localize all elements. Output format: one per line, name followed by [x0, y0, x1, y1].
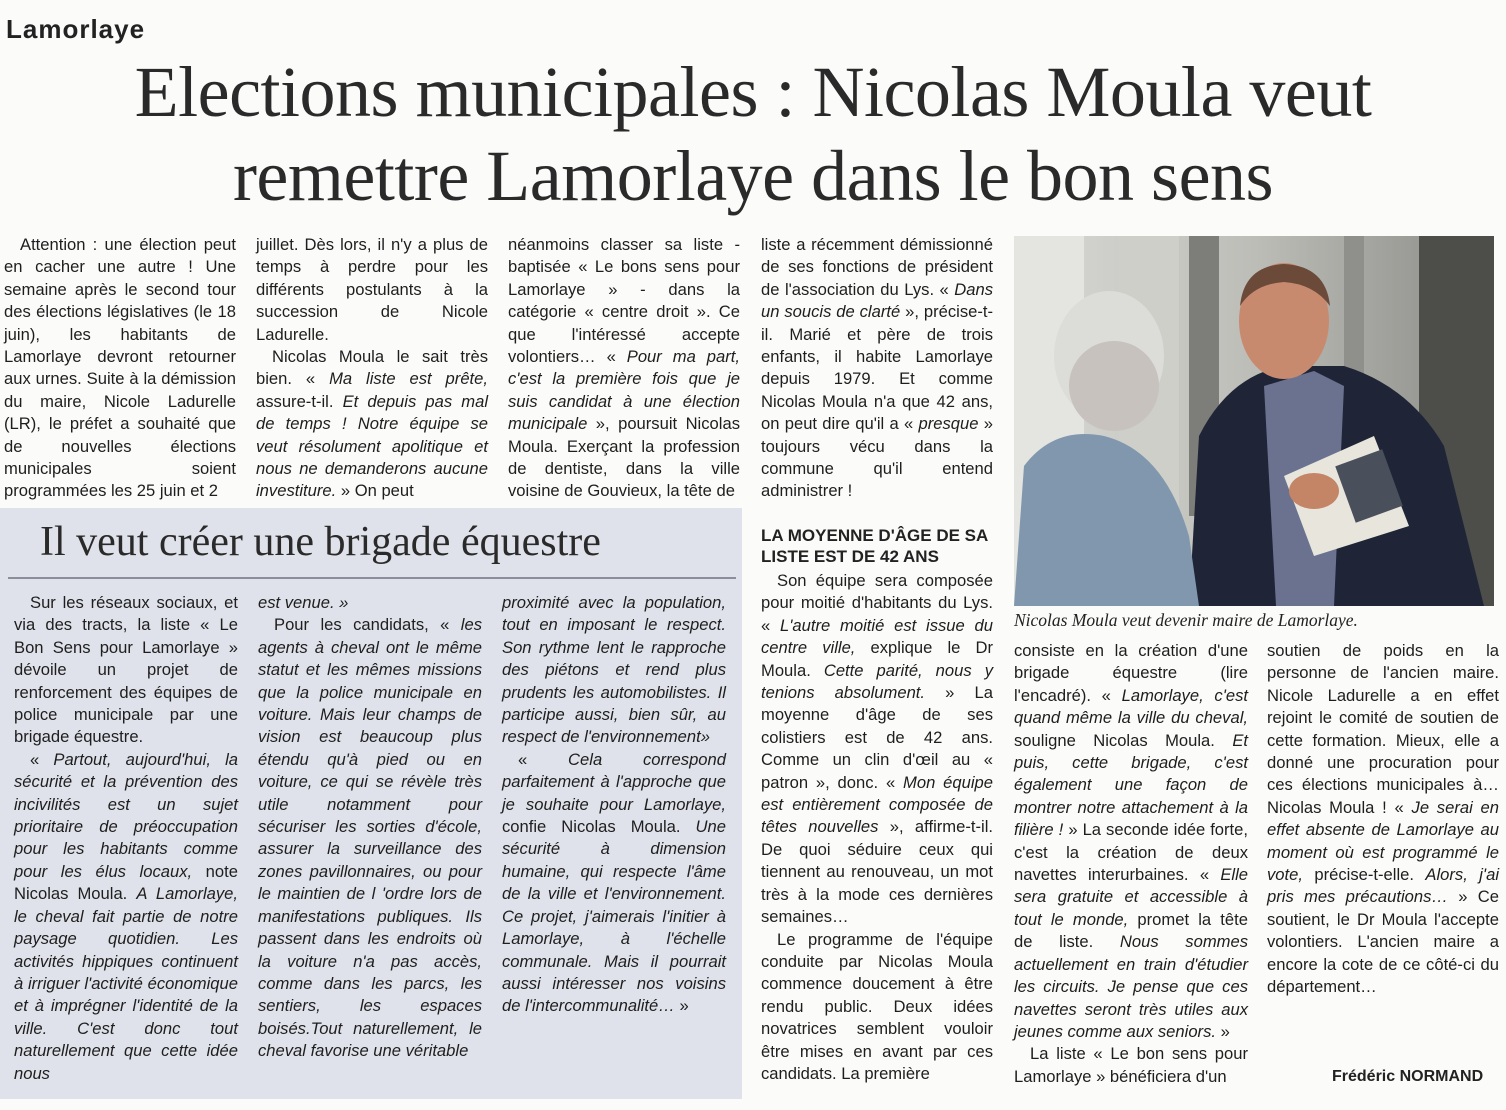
column-3 [508, 234, 740, 503]
paragraph: liste a récemment démissionné de ses fonctions de président de l'association du Lys. « Dans un soucis de clarté », précise-t-il. Marié et père de trois enfants, il habite Lamorlaye depuis 1979. Et comme Nicolas Moula n'a que 42 ans, on peut dire qu'il a « presque » toujours vécu dans la commune qu'il entend administrer ! [761, 235, 994, 501]
column-4-bottom [761, 570, 993, 1085]
paragraph: La liste « Le bon sens pour Lamorlaye » bénéficiera d'un [1014, 1044, 1248, 1086]
column-1 [4, 234, 236, 503]
paragraph: juillet. Dès lors, il n'y a plus de temps à perdre pour les différents postulants à la succession de Nicole Ladurelle. [256, 235, 488, 344]
author-first-name: Frédéric [1332, 1068, 1396, 1085]
section-label: Lamorlaye [6, 14, 146, 44]
paragraph: Nicolas Moula le sait très bien. « Ma liste est prête, assure-t-il. Et depuis pas mal de temps ! Notre équipe se veut résolument apolitique et nous ne demanderons aucune investiture. » On peut [256, 347, 489, 501]
sidebar-column-2 [258, 592, 482, 1063]
photo-caption: Nicolas Moula veut devenir maire de Lamorlaye. [1014, 610, 1358, 630]
paragraph: Le programme de l'équipe conduite par Nicolas Moula commence doucement à être rendu public. Deux idées novatrices semblent vouloir être mises en avant par ces candidats. La première [761, 929, 993, 1083]
photo [1014, 236, 1494, 606]
paragraph: néanmoins classer sa liste - baptisée « Le bons sens pour Lamorlaye » - dans la catégorie « centre droit ». Ce que l'intéressé accepte volontiers… « Pour ma part, c'est la première fois que je suis candidat à une élection municipale », poursuit Nicolas Moula. Exerçant la profession de dentiste, dans la ville voisine de Gouvieux, la tête de [508, 235, 740, 501]
paragraph: proximité avec la population, tout en imposant le respect. Son rythme lent le rapproche des piétons et rend plus prudents les automobilistes. Il participe aussi, bien sûr, au respect de l'environnement» [502, 593, 726, 747]
headline [20, 50, 1486, 218]
headline-line-2: remettre Lamorlaye dans le bon sens [232, 136, 1274, 216]
photo-illustration [1014, 236, 1494, 606]
sidebar-column-3 [502, 592, 726, 1018]
paragraph: Pour les candidats, « les agents à cheval ont le même statut et les mêmes missions que la police municipale en voiture. Mais leur champs de vision est beaucoup plus étendu qu'à pied ou en voiture, ce qui se révèle très utile notamment pour sécuriser les sorties d'école, assurer la surveillance des zones pavillonnaires, ou pour le maintien de l 'ordre lors de manifestations publiques. Ils passent dans les endroits où la voiture n'a pas accès, comme dans les parcs, les sentiers, les espaces boisés.Tout naturellement, le cheval favorise une véritable [258, 615, 482, 1061]
paragraph: est venue. » [258, 593, 349, 612]
column-2 [256, 234, 488, 503]
paragraph: « Partout, aujourd'hui, la sécurité et la prévention des incivilités est un sujet prioritaire de préoccupation pour les habitants comme pour les élus locaux, note Nicolas Moula. A Lamorlaye, le cheval fait partie de notre paysage quotidien. Les activités hippiques continuent à irriguer l'activité économique et à imprégner l'identité de la ville. C'est donc tout naturellement que cette idée nous [14, 749, 238, 1083]
sidebar-column-1 [14, 592, 238, 1085]
paragraph: Son équipe sera composée pour moitié d'habitants du Lys. « L'autre moitié est issue du centre ville, explique le Dr Moula. Cette parité, nous y tenions absolument. » La moyenne d'âge de ses colistiers est de 42 ans. Comme un clin d'œil au « patron », donc. « Mon équipe est entièrement composée de têtes nouvelles », affirme-t-il. De quoi séduire ceux qui tiennent au renouveau, un mot très à la mode ces dernières semaines… [761, 571, 993, 927]
column-4-top [761, 234, 993, 503]
paragraph: consiste en la création d'une brigade équestre (lire l'encadré). « Lamorlaye, c'est quand même la ville du cheval, souligne Nicolas Moula. Et puis, cette brigade, c'est également une façon de montrer notre attachement à la filière ! » La seconde idée forte, c'est la création de deux navettes interurbaines. « Elle sera gratuite et accessible à tout le monde, promet la tête de liste. Nous sommes actuellement en train d'étudier les circuits. Je pense que ces navettes seront très utiles aux jeunes comme aux seniors. » [1014, 641, 1249, 1041]
paragraph: soutien de poids en la personne de l'ancien maire. Nicole Ladurelle a en effet rejoint le comité de soutien de cette formation. Mieux, elle a donné une procuration pour ces élections municipales à… Nicolas Moula ! « Je serai en effet absente de Lamorlaye au moment où est programmé le vote, précise-t-elle. Alors, j'ai pris mes précautions… » Ce soutient, le Dr Moula l'accepte volontiers. L'ancien maire a encore la cote de ce côté-ci du département… [1267, 641, 1499, 997]
author-last-name: NORMAND [1399, 1068, 1484, 1085]
sidebar-box-rule [8, 577, 736, 579]
column-5 [1014, 640, 1248, 1088]
paragraph: Attention : une élection peut en cacher une autre ! Une semaine après le second tour des élections législatives (le 18 juin), les habitants de Lamorlaye devront retourner aux urnes. Suite à la démission du maire, Nicole Ladurelle (LR), le préfet a souhaité que de nouvelles élections municipales soient programmées les 25 juin et 2 [4, 235, 236, 501]
sidebar-box-title: Il veut créer une brigade équestre [40, 519, 601, 565]
subheading: LA MOYENNE D'ÂGE DE SA LISTE EST DE 42 ANS [761, 526, 988, 566]
headline-line-1: Elections municipales : Nicolas Moula veut [134, 52, 1372, 132]
paragraph: « Cela correspond parfaitement à l'approche que je souhaite pour Lamorlaye, confie Nicolas Moula. Une sécurité à dimension humaine, qui respecte l'âme de la ville et l'environnement. Ce projet, j'aimerais l'initier à Lamorlaye, à l'échelle communale. Mais il pourrait aussi intéresser nos voisins de l'intercommunalité… » [502, 749, 726, 1016]
author-signature [1332, 1068, 1483, 1086]
paragraph: Sur les réseaux sociaux, et via des tracts, la liste « Le Bon Sens pour Lamorlaye » dévoile un projet de renforcement des équipes de police municipale par une brigade équestre. [14, 593, 238, 747]
column-6 [1267, 640, 1499, 999]
